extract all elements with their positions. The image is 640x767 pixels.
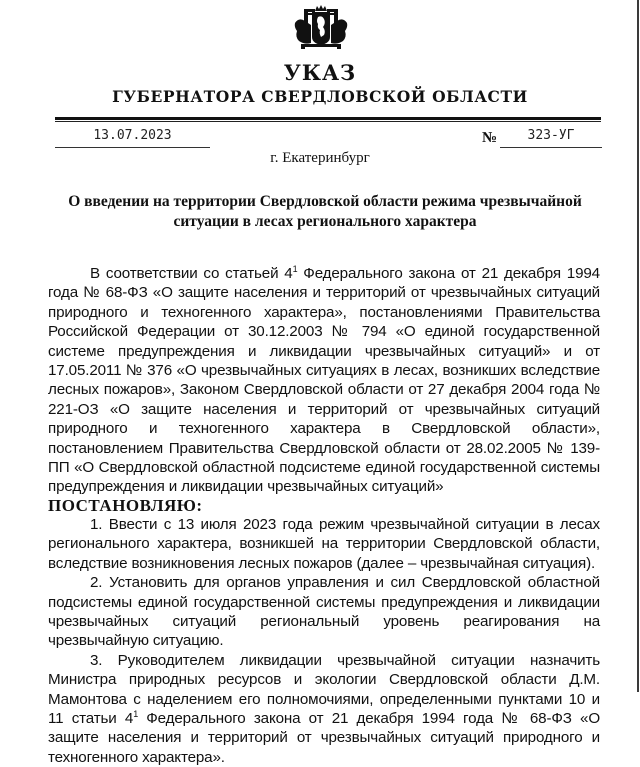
superscript: 1 bbox=[133, 708, 139, 719]
header-rule-thin bbox=[55, 121, 601, 122]
coat-of-arms-icon bbox=[293, 3, 349, 51]
preamble-text-cont: Федерального закона от 21 декабря 1994 года № 68-ФЗ «О защите населения и территорий от чрезвычайных ситуаций природного и техногенного характера», постановлениями Правительства Российской Федерации от 30.12.2003 № 794 «О единой государственной системе предупреждения и ликвидации чрезвычайных ситуаций» и от 17.05.2011 № 376 «О чрезвычайных ситуациях в лесах, возникших вследствие лесных пожаров», Законом Свердловской области от 27 декабря 2004 года № 221-ОЗ «О защите населения и территорий от чрезвычайных ситуаций природного и техногенного характера в Свердловской области», постановлением Правительства Свердловской области от 28.02.2005 № 139-ПП «О Свердловской областной подсистеме единой государственной системы предупреждения и ликвидации чрезвычайных ситуаций» bbox=[48, 265, 600, 496]
number-underline bbox=[500, 147, 602, 148]
number-sign: № bbox=[482, 130, 498, 146]
header-rule-thick bbox=[55, 117, 601, 120]
issuer-title: ГУБЕРНАТОРА СВЕРДЛОВСКОЙ ОБЛАСТИ bbox=[112, 87, 528, 106]
document-number: 323-УГ bbox=[527, 128, 575, 143]
document-type: УКАЗ bbox=[283, 60, 357, 85]
item-1: 1. Ввести с 13 июля 2023 года режим чрезвычайной ситуации в лесах регионального характера, возникшей на территории Свердловской области, вследствие возникновения лесных пожаров (далее – чрезвычайная ситуация). bbox=[48, 515, 600, 572]
item-3-text: 3. Руководителем ликвидации чрезвычайной ситуации назначить Министра природных ресурсов и экологии Свердловской области Д.М. Мамонтова с наделением его полномочиями, определенными пунктами 10 и 11 статьи 4 bbox=[48, 651, 600, 727]
page-edge-border bbox=[637, 0, 639, 692]
document-title bbox=[40, 192, 610, 232]
title-line-1: О введении на территории Свердловской области режима чрезвычайной bbox=[68, 193, 582, 210]
superscript: 1 bbox=[292, 264, 298, 274]
date-underline bbox=[55, 147, 210, 148]
title-line-2: ситуации в лесах регионального характера bbox=[173, 213, 477, 230]
decree-heading: ПОСТАНОВЛЯЮ: bbox=[48, 495, 203, 515]
item-3 bbox=[48, 651, 600, 767]
item-3-text-cont: Федерального закона от 21 декабря 1994 года № 68-ФЗ «О защите населения и территорий от чрезвычайных ситуаций природного и техногенного характера». bbox=[48, 709, 600, 766]
city: г. Екатеринбург bbox=[270, 150, 370, 166]
preamble-text: В соответствии со статьей 4 bbox=[90, 265, 293, 282]
document-date: 13.07.2023 bbox=[93, 128, 172, 143]
preamble-paragraph bbox=[48, 264, 600, 497]
item-2: 2. Установить для органов управления и сил Свердловской областной подсистемы единой государственной системы предупреждения и ликвидации чрезвычайных ситуаций региональный уровень реагирования на чрезвычайную ситуацию. bbox=[48, 574, 600, 650]
